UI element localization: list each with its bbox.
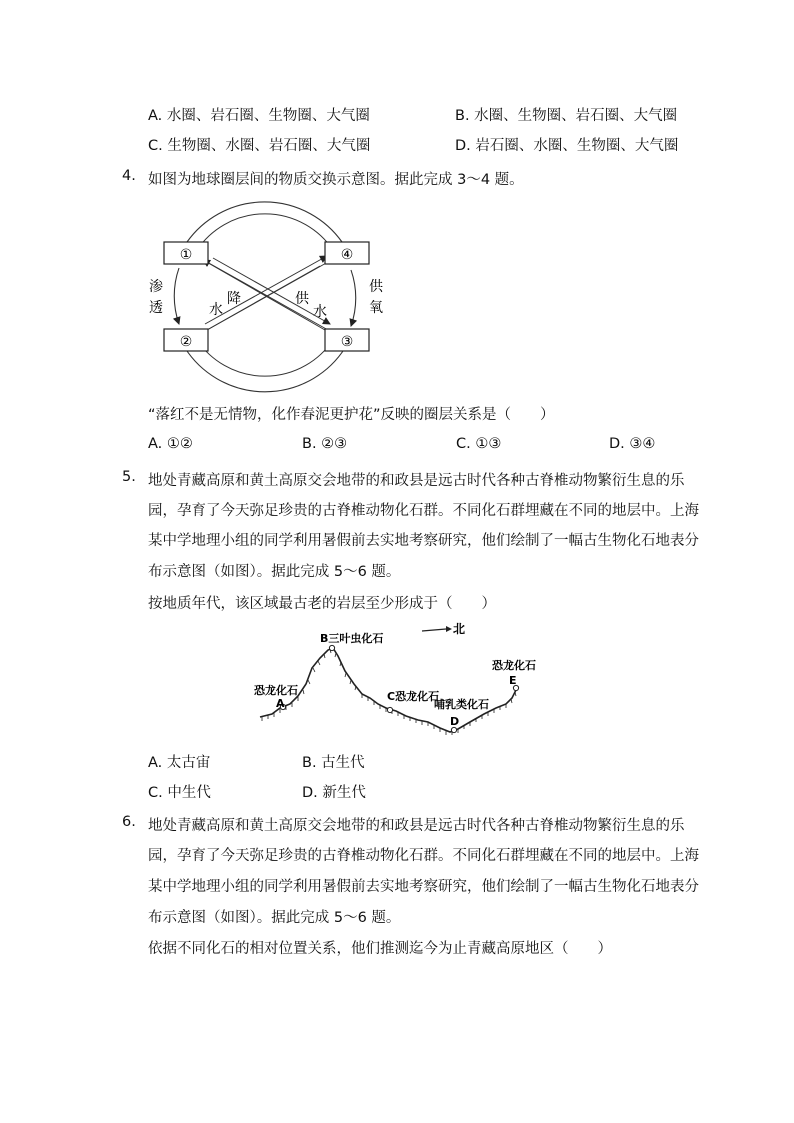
q4-option-b: B. ②③	[302, 436, 348, 452]
arc-right	[351, 270, 356, 326]
q5-option-d: D. 新生代	[302, 785, 366, 801]
q6-line-3: 某中学地理小组的同学利用暑假前去实地考察研究，他们绘制了一幅古生物化石地表分	[148, 879, 699, 895]
q5-option-b: B. 古生代	[302, 755, 365, 771]
site-d-marker	[451, 727, 456, 732]
q5-number: 5.	[122, 469, 136, 485]
box-4-label: ④	[340, 247, 354, 263]
q5-option-a: A. 太古宙	[148, 755, 211, 771]
q4-question: “落红不是无情物，化作春泥更护花”反映的圈层关系是（ ）	[148, 407, 555, 423]
q6-number: 6.	[122, 814, 136, 830]
q4-intro: 如图为地球圈层间的物质交换示意图。据此完成 3～4 题。	[148, 172, 524, 188]
label-yang: 氧	[369, 300, 383, 316]
q5-question: 按地质年代，该区域最古老的岩层至少形成于（ ）	[148, 596, 496, 612]
label-a: A	[276, 697, 285, 710]
label-gong-center: 供	[295, 291, 309, 307]
label-gong-right: 供	[369, 279, 383, 295]
box-1-label: ①	[179, 247, 193, 263]
q4-option-d: D. ③④	[609, 436, 656, 452]
label-jiang: 降	[227, 291, 241, 307]
q6-line-2: 园，孕育了今天弥足珍贵的古脊椎动物化石群。不同化石群埋藏在不同的地层中。上海	[148, 848, 699, 864]
arrow-2-to-4	[205, 256, 327, 324]
label-shui-right: 水	[313, 304, 327, 320]
q4-option-a: A. ①②	[148, 436, 193, 452]
arc-bottom-inner	[197, 340, 333, 376]
label-tou: 透	[149, 300, 163, 316]
label-d: D	[450, 715, 460, 728]
q5-line-3: 某中学地理小组的同学利用暑假前去实地考察研究，他们绘制了一幅古生物化石地表分	[148, 533, 699, 549]
q5-line-4: 布示意图（如图）。据此完成 5～6 题。	[148, 564, 401, 580]
label-c: C恐龙化石	[387, 690, 440, 703]
label-d-text: 哺乳类化石	[434, 698, 489, 711]
north-arrow-head	[446, 626, 452, 632]
q4-option-c: C. ①③	[456, 436, 502, 452]
site-c-marker	[387, 707, 392, 712]
q3-option-b: B. 水圈、生物圈、岩石圈、大气圈	[455, 108, 678, 124]
box-3-label: ③	[340, 334, 354, 350]
sphere-exchange-diagram	[145, 190, 395, 400]
north-label: 北	[453, 622, 466, 636]
q6-line-1: 地处青藏高原和黄土高原交会地带的和政县是远古时代各种古脊椎动物繁衍生息的乐	[148, 818, 685, 834]
label-shen: 渗	[149, 279, 163, 295]
label-shui-left: 水	[209, 302, 223, 318]
q6-question: 依据不同化石的相对位置关系，他们推测迄今为止青藏高原地区（ ）	[148, 941, 612, 957]
arc-left	[174, 268, 179, 324]
arc-top-inner	[197, 214, 333, 250]
site-b-marker	[329, 645, 334, 650]
q5-option-c: C. 中生代	[148, 785, 211, 801]
box-2-label: ②	[179, 334, 193, 350]
q4-number: 4.	[122, 168, 136, 184]
label-a-text: 恐龙化石	[254, 684, 298, 697]
label-e-text: 恐龙化石	[492, 659, 536, 672]
label-b: B三叶虫化石	[320, 632, 384, 645]
fossil-profile-diagram	[250, 616, 540, 740]
q5-line-2: 园，孕育了今天弥足珍贵的古脊椎动物化石群。不同化石群埋藏在不同的地层中。上海	[148, 503, 699, 519]
q5-line-1: 地处青藏高原和黄土高原交会地带的和政县是远古时代各种古脊椎动物繁衍生息的乐	[148, 473, 685, 489]
arc-top	[187, 202, 342, 242]
north-arrow	[422, 629, 446, 631]
q3-option-d: D. 岩石圈、水圈、生物圈、大气圈	[455, 138, 679, 154]
label-e: E	[509, 674, 517, 687]
q6-line-4: 布示意图（如图）。据此完成 5～6 题。	[148, 910, 401, 926]
q3-option-c: C. 生物圈、水圈、岩石圈、大气圈	[148, 138, 371, 154]
q3-option-a: A. 水圈、岩石圈、生物圈、大气圈	[148, 108, 370, 124]
